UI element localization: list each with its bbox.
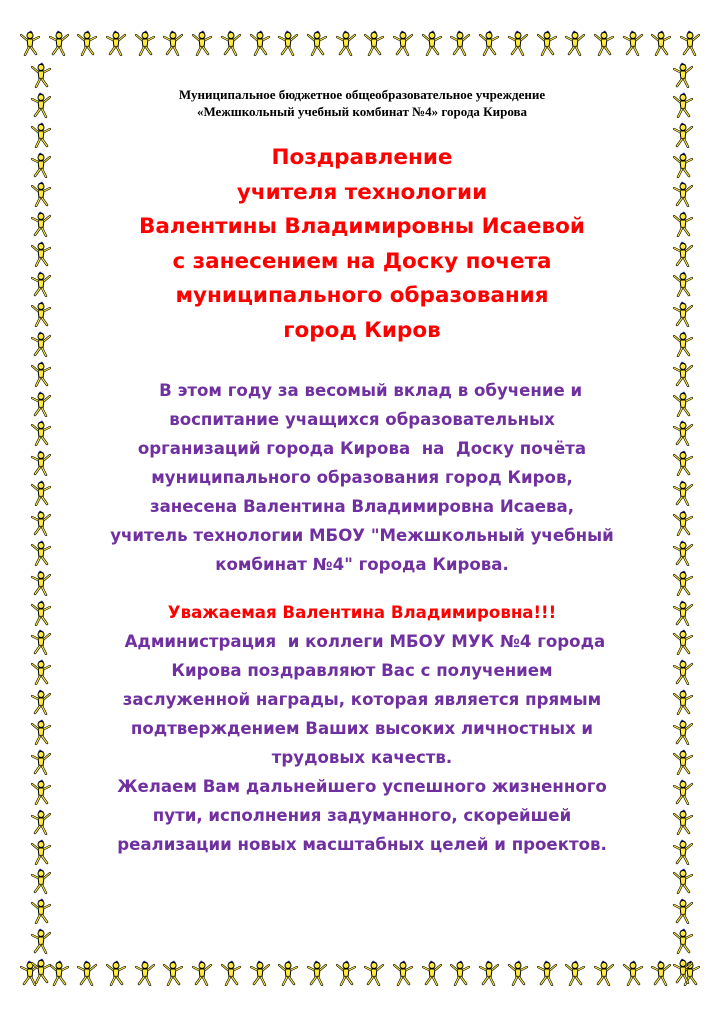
dancing-figure-icon xyxy=(30,958,52,984)
dancing-figure-icon xyxy=(672,629,694,655)
dancing-figure-icon xyxy=(30,749,52,775)
dancing-figure-icon xyxy=(30,152,52,178)
border-top xyxy=(0,28,724,60)
dancing-figure-icon xyxy=(672,839,694,865)
dancing-figure-icon xyxy=(134,30,156,56)
dancing-figure-icon xyxy=(478,30,500,56)
dancing-figure-icon xyxy=(76,30,98,56)
dancing-figure-icon xyxy=(30,659,52,685)
dancing-figure-icon xyxy=(672,301,694,327)
dancing-figure-icon xyxy=(30,719,52,745)
dancing-figure-icon xyxy=(220,30,242,56)
dancing-figure-icon xyxy=(30,540,52,566)
dancing-figure-icon xyxy=(30,301,52,327)
dancing-figure-icon xyxy=(672,152,694,178)
dancing-figure-icon xyxy=(478,960,500,986)
greeting-line: Уважаемая Валентина Владимировна!!! xyxy=(167,603,557,622)
title-line: с занесением на Доску почета xyxy=(172,248,552,274)
border-right xyxy=(668,0,700,1024)
dancing-figure-icon xyxy=(30,629,52,655)
dancing-figure-icon xyxy=(30,600,52,626)
dancing-figure-icon xyxy=(421,960,443,986)
dancing-figure-icon xyxy=(76,960,98,986)
border-bottom xyxy=(0,958,724,990)
paragraph-line: заслуженной награды, которая является прямым xyxy=(122,690,602,709)
dancing-figure-icon xyxy=(191,960,213,986)
dancing-figure-icon xyxy=(564,30,586,56)
dancing-figure-icon xyxy=(672,928,694,954)
dancing-figure-icon xyxy=(30,211,52,237)
dancing-figure-icon xyxy=(672,271,694,297)
dancing-figure-icon xyxy=(30,689,52,715)
dancing-figure-icon xyxy=(672,689,694,715)
paragraph-line: Кирова поздравляют Вас с получением xyxy=(171,661,553,680)
dancing-figure-icon xyxy=(672,181,694,207)
dancing-figure-icon xyxy=(564,960,586,986)
title-line: город Киров xyxy=(283,317,441,343)
dancing-figure-icon xyxy=(30,391,52,417)
dancing-figure-icon xyxy=(306,960,328,986)
dancing-figure-icon xyxy=(672,809,694,835)
dancing-figure-icon xyxy=(672,92,694,118)
dancing-figure-icon xyxy=(672,450,694,476)
dancing-figure-icon xyxy=(672,241,694,267)
dancing-figure-icon xyxy=(30,570,52,596)
dancing-figure-icon xyxy=(277,960,299,986)
dancing-figure-icon xyxy=(672,779,694,805)
dancing-figure-icon xyxy=(392,30,414,56)
congratulation-paragraph xyxy=(60,598,664,859)
dancing-figure-icon xyxy=(30,420,52,446)
dancing-figure-icon xyxy=(672,331,694,357)
dancing-figure-icon xyxy=(672,420,694,446)
paragraph-line: В этом году за весомый вклад в обучение и xyxy=(141,381,583,400)
dancing-figure-icon xyxy=(593,30,615,56)
dancing-figure-icon xyxy=(363,30,385,56)
dancing-figure-icon xyxy=(335,30,357,56)
dancing-figure-icon xyxy=(672,600,694,626)
dancing-figure-icon xyxy=(105,30,127,56)
dancing-figure-icon xyxy=(191,30,213,56)
dancing-figure-icon xyxy=(30,510,52,536)
dancing-figure-icon xyxy=(449,960,471,986)
paragraph-line: организаций города Кирова на Доску почёта xyxy=(137,439,587,458)
paragraph-line: Администрация и коллеги МБОУ МУК №4 города xyxy=(118,632,606,651)
dancing-figure-icon xyxy=(30,92,52,118)
dancing-figure-icon xyxy=(30,839,52,865)
dancing-figure-icon xyxy=(507,30,529,56)
dancing-figure-icon xyxy=(30,809,52,835)
dancing-figure-icon xyxy=(593,960,615,986)
dancing-figure-icon xyxy=(30,181,52,207)
dancing-figure-icon xyxy=(672,719,694,745)
dancing-figure-icon xyxy=(672,510,694,536)
title-line: Поздравление xyxy=(271,145,453,170)
dancing-figure-icon xyxy=(672,868,694,894)
dancing-figure-icon xyxy=(30,450,52,476)
dancing-figure-icon xyxy=(30,898,52,924)
dancing-figure-icon xyxy=(30,868,52,894)
congratulation-title xyxy=(60,141,664,349)
dancing-figure-icon xyxy=(30,122,52,148)
dancing-figure-icon xyxy=(672,749,694,775)
border-left xyxy=(26,0,58,1024)
dancing-figure-icon xyxy=(134,960,156,986)
dancing-figure-icon xyxy=(507,960,529,986)
paragraph-line: Желаем Вам дальнейшего успешного жизненного xyxy=(117,777,607,796)
dancing-figure-icon xyxy=(220,960,242,986)
dancing-figure-icon xyxy=(105,960,127,986)
dancing-figure-icon xyxy=(672,540,694,566)
dancing-figure-icon xyxy=(249,30,271,56)
dancing-figure-icon xyxy=(672,391,694,417)
dancing-figure-icon xyxy=(162,960,184,986)
dancing-figure-icon xyxy=(30,241,52,267)
dancing-figure-icon xyxy=(306,30,328,56)
dancing-figure-icon xyxy=(30,271,52,297)
dancing-figure-icon xyxy=(449,30,471,56)
paragraph-line: учитель технологии МБОУ "Межшкольный учебный xyxy=(110,526,614,545)
dancing-figure-icon xyxy=(672,122,694,148)
dancing-figure-icon xyxy=(672,480,694,506)
paragraph-line: воспитание учащихся образовательных xyxy=(169,410,555,429)
dancing-figure-icon xyxy=(30,480,52,506)
dancing-figure-icon xyxy=(335,960,357,986)
dancing-figure-icon xyxy=(672,659,694,685)
dancing-figure-icon xyxy=(421,30,443,56)
paragraph-line: пути, исполнения задуманного, скорейшей xyxy=(152,806,572,825)
dancing-figure-icon xyxy=(249,960,271,986)
dancing-figure-icon xyxy=(672,361,694,387)
dancing-figure-icon xyxy=(672,958,694,984)
paragraph-line: муниципального образования город Киров, xyxy=(151,468,573,487)
paragraph-line: занесена Валентина Владимировна Исаева, xyxy=(149,497,575,516)
paragraph-line: комбинат №4" города Кирова. xyxy=(215,555,509,574)
dancing-figure-icon xyxy=(536,960,558,986)
dancing-figure-icon xyxy=(392,960,414,986)
dancing-figure-icon xyxy=(622,960,644,986)
paragraph-line: реализации новых масштабных целей и проектов. xyxy=(117,835,607,854)
dancing-figure-icon xyxy=(30,361,52,387)
dancing-figure-icon xyxy=(30,928,52,954)
dancing-figure-icon xyxy=(672,211,694,237)
dancing-figure-icon xyxy=(30,331,52,357)
dancing-figure-icon xyxy=(30,779,52,805)
dancing-figure-icon xyxy=(162,30,184,56)
dancing-figure-icon xyxy=(622,30,644,56)
dancing-figure-icon xyxy=(672,62,694,88)
dancing-figure-icon xyxy=(363,960,385,986)
institution-name-line: «Межшкольный учебный комбинат №4» города Кирова xyxy=(196,104,528,119)
announcement-paragraph xyxy=(60,376,664,579)
paragraph-line: трудовых качеств. xyxy=(271,748,453,767)
institution-header xyxy=(60,86,664,120)
dancing-figure-icon xyxy=(536,30,558,56)
title-line: Валентины Владимировны Исаевой xyxy=(139,214,585,240)
title-line: муниципального образования xyxy=(175,283,549,309)
title-line: учителя технологии xyxy=(236,179,488,205)
dancing-figure-icon xyxy=(277,30,299,56)
dancing-figure-icon xyxy=(672,898,694,924)
institution-name-line: Муниципальное бюджетное общеобразовательное учреждение xyxy=(178,87,546,102)
dancing-figure-icon xyxy=(672,570,694,596)
dancing-figure-icon xyxy=(30,62,52,88)
paragraph-line: подтверждением Ваших высоких личностных и xyxy=(130,719,594,738)
